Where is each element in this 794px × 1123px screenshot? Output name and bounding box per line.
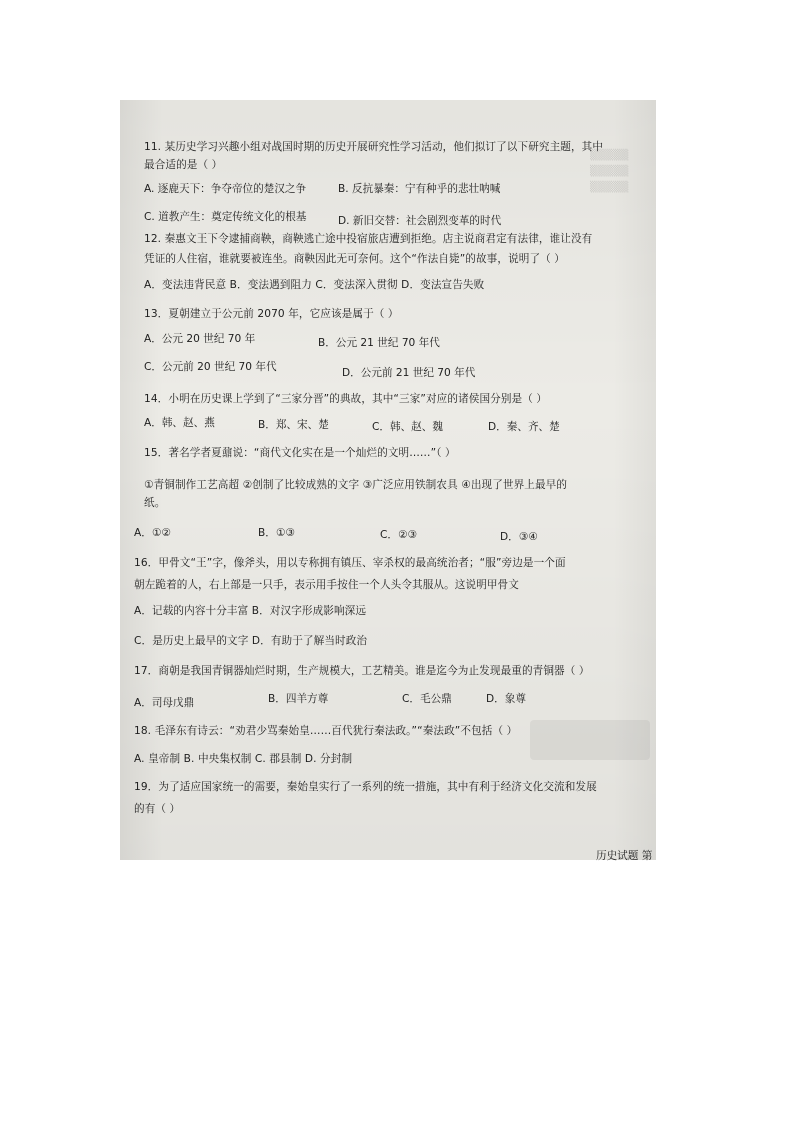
q11-stem-line-1: 11. 某历史学习兴趣小组对战国时期的历史开展研究性学习活动，他们拟订了以下研究主题，其中 [144, 141, 604, 153]
q12-stem-line-1: 12. 秦惠文王下令逮捕商鞅，商鞅逃亡途中投宿旅店遭到拒绝。店主说商君定有法律，谁让没有 [144, 233, 593, 245]
q15-option-b: B．①③ [258, 527, 295, 539]
q13-option-a: A．公元 20 世纪 70 年 [144, 333, 256, 345]
q13-option-d: D．公元前 21 世纪 70 年代 [342, 367, 476, 379]
q16-stem-line-1: 16．甲骨文“王”字，像斧头，用以专称拥有镇压、宰杀权的最高统治者；“服”旁边是一个面 [134, 557, 566, 569]
q17-option-a: A．司母戊鼎 [134, 697, 195, 709]
q11-stem-line-2: 最合适的是（ ） [144, 159, 223, 171]
q13-option-b: B．公元 21 世纪 70 年代 [318, 337, 440, 349]
bleed-through: ▒▒▒▒▒ [590, 182, 629, 193]
q15-items-line-1: ①青铜制作工艺高超 ②创制了比较成熟的文字 ③广泛应用铁制农具 ④出现了世界上最早的 [144, 479, 568, 491]
q11-option-c: C. 道教产生：奠定传统文化的根基 [144, 211, 307, 223]
q12-options: A．变法违背民意 B．变法遇到阻力 C．变法深入贯彻 D．变法宣告失败 [144, 279, 485, 291]
q15-option-c: C．②③ [380, 529, 417, 541]
stamp-smudge [530, 720, 650, 760]
q17-option-c: C．毛公鼎 [402, 693, 452, 705]
q19-stem-line-1: 19．为了适应国家统一的需要，秦始皇实行了一系列的统一措施，其中有利于经济文化交流和发展 [134, 781, 597, 793]
q16-options-cd: C．是历史上最早的文字 D．有助于了解当时政治 [134, 635, 368, 647]
q11-option-d: D. 新旧交替：社会剧烈变革的时代 [338, 215, 502, 227]
q14-option-c: C．韩、赵、魏 [372, 421, 443, 433]
bleed-through: ▒▒▒▒▒ [590, 166, 629, 177]
page-footer: 历史试题 第 [596, 850, 653, 862]
q11-option-a: A. 逐鹿天下：争夺帝位的楚汉之争 [144, 183, 307, 195]
q18-options: A. 皇帝制 B. 中央集权制 C. 郡县制 D. 分封制 [134, 753, 353, 765]
q13-option-c: C．公元前 20 世纪 70 年代 [144, 361, 277, 373]
q17-option-d: D．象尊 [486, 693, 526, 705]
q11-option-b: B. 反抗暴秦：宁有种乎的悲壮呐喊 [338, 183, 501, 195]
q14-option-d: D．秦、齐、楚 [488, 421, 560, 433]
bleed-through: ▒▒▒▒▒ [590, 150, 629, 161]
exam-sheet [120, 100, 656, 860]
q15-items-line-2: 纸。 [144, 497, 166, 509]
q17-stem: 17．商朝是我国青铜器灿烂时期，生产规模大，工艺精美。谁是迄今为止发现最重的青铜器（ ） [134, 665, 590, 677]
q15-stem: 15．著名学者夏鼐说：“商代文化实在是一个灿烂的文明……”（ ） [144, 447, 456, 459]
q14-option-a: A．韩、赵、燕 [144, 417, 215, 429]
q14-option-b: B．郑、宋、楚 [258, 419, 329, 431]
q13-stem: 13．夏朝建立于公元前 2070 年，它应该是属于（ ） [144, 308, 399, 320]
q18-stem: 18. 毛泽东有诗云：“劝君少骂秦始皇……百代犹行秦法政。”“秦法政”不包括（ ） [134, 725, 518, 737]
q16-stem-line-2: 朝左跪着的人，右上部是一只手，表示用手按住一个人头令其服从。这说明甲骨文 [134, 579, 519, 591]
q19-stem-line-2: 的有（ ） [134, 803, 181, 815]
q14-stem: 14．小明在历史课上学到了“三家分晋”的典故，其中“三家”对应的诸侯国分别是（ ） [144, 393, 548, 405]
q12-stem-line-2: 凭证的人住宿，谁就要被连坐。商鞅因此无可奈何。这个“作法自毙”的故事，说明了（ ） [144, 253, 566, 265]
q15-option-d: D．③④ [500, 531, 538, 543]
q17-option-b: B．四羊方尊 [268, 693, 329, 705]
q15-option-a: A．①② [134, 527, 171, 539]
q16-options-ab: A．记载的内容十分丰富 B．对汉字形成影响深远 [134, 605, 367, 617]
